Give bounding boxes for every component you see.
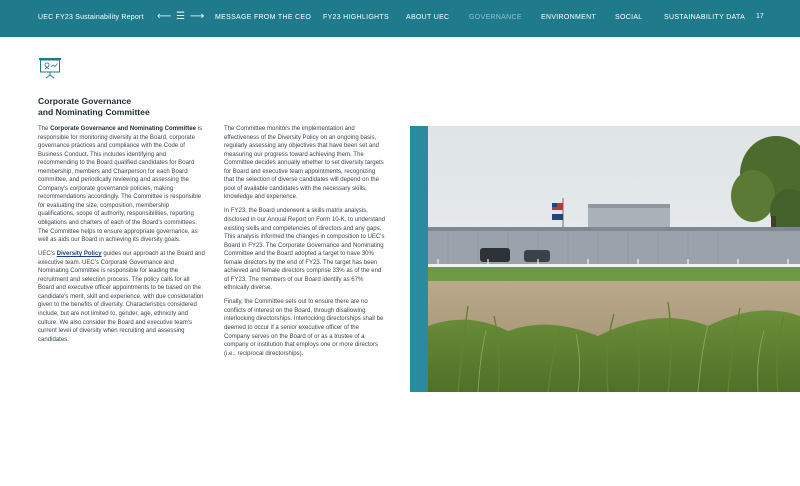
committee-name-bold: Corporate Governance and Nominating Committee	[50, 126, 196, 132]
page-number: 17	[756, 13, 764, 20]
page-navigation-controls	[157, 11, 205, 22]
section-heading	[38, 96, 198, 118]
nav-fy23-highlights[interactable]: FY23 HIGHLIGHTS	[323, 14, 389, 21]
text-span: is responsible for monitoring diversity at the Board, corporate governance practices and compliance with the Code of Business Conduct. This includes identifying and recommending to the Board qualified candidates for Board membership, members and Chairperson for each Board committee, and periodically reviewing and assessing the Company's corporate governance policies, making recommendations accordingly. The Committee is responsible for evaluating the size, composition, membership qualifications, scope of authority, responsibilities, reporting obligations and charters of each of the Board's committees. The Committee helps to ensure appropriate governance, as well as aids our Board in achieving its diversity goals.	[38, 126, 202, 244]
text-span: UEC's	[38, 251, 57, 258]
section-heading-line-2: and Nominating Committee	[38, 107, 150, 117]
nav-social[interactable]: SOCIAL	[615, 14, 643, 21]
nav-governance[interactable]: GOVERNANCE	[469, 14, 522, 21]
presentation-board-icon	[38, 57, 62, 79]
next-page-arrow-icon[interactable]: ⟶	[189, 11, 206, 22]
report-title[interactable]: UEC FY23 Sustainability Report	[38, 14, 144, 21]
photo-accent-bar	[410, 126, 428, 392]
nav-message-from-ceo[interactable]: MESSAGE FROM THE CEO	[215, 14, 312, 21]
industrial-facility-photo	[428, 126, 800, 392]
paragraph-skills-matrix: In FY23, the Board underwent a skills matrix analysis, disclosed in our Annual Report on Form 10-K, to understand existing skills and competencies of directors and any gaps. This analysis informed the changes in composition to UEC's Board in FY23. The Corporate Governance and Nominating Committee and the Board adopted a target to have 30% female directors by the end of FY23. The target has been achieved and female directors comprise 33% as of the end of FY23. The members of our Board identify as 67% ethnically diverse.	[224, 208, 386, 292]
top-nav-bar	[0, 0, 800, 37]
nav-sustainability-data[interactable]: SUSTAINABILITY DATA	[664, 14, 746, 21]
section-heading-line-1: Corporate Governance	[38, 96, 132, 106]
body-column-middle	[224, 125, 386, 364]
text-span: The	[38, 126, 51, 132]
body-column-left	[38, 125, 205, 350]
paragraph-committee-role	[38, 125, 205, 245]
previous-page-arrow-icon[interactable]: ⟵	[157, 11, 173, 22]
diversity-policy-link[interactable]: Diversity Policy	[56, 251, 102, 258]
paragraph-policy-monitoring: The Committee monitors the implementation and effectiveness of the Diversity Policy on an ongoing basis, regularly assessing any objectives that have been set and measuring our progress toward achieving them. The Committee decides annually whether to set diversity targets for Board and executive team appointments, recognizing that the selection of diverse candidates will depend on the pool of available candidates with the necessary skills, knowledge and experience.	[224, 126, 384, 201]
paragraph-conflicts-of-interest: Finally, the Committee sets out to ensure there are no conflicts of interest on the Board, through disallowing interlocking directorships. Interlocking directorships shall be deemed to occur if a senior executive officer of the Company serves on the Board of or as a trustee of a company or institution that employs one or more directors (i.e., reciprocal directorships).	[224, 299, 384, 357]
paragraph-diversity-policy	[38, 250, 205, 344]
text-span: guides our approach at the Board and executive team. UEC's Corporate Governance and Nominating Committee is responsible for leading the recruitment and selection process. The policy calls for all Board and executive officer appointments to be based on the candidate's merit, skill and experience, with due consideration given to the benefits of diversity. Characteristics considered include, but are not limited to, gender, age, ethnicity and culture. We also consider the Board and executive team's current level of diversity when recruiting and assessing candidates.	[38, 251, 205, 343]
nav-environment[interactable]: ENVIRONMENT	[541, 14, 597, 21]
menu-icon[interactable]: ☰	[176, 11, 187, 22]
nav-about-uec[interactable]: ABOUT UEC	[406, 14, 450, 21]
